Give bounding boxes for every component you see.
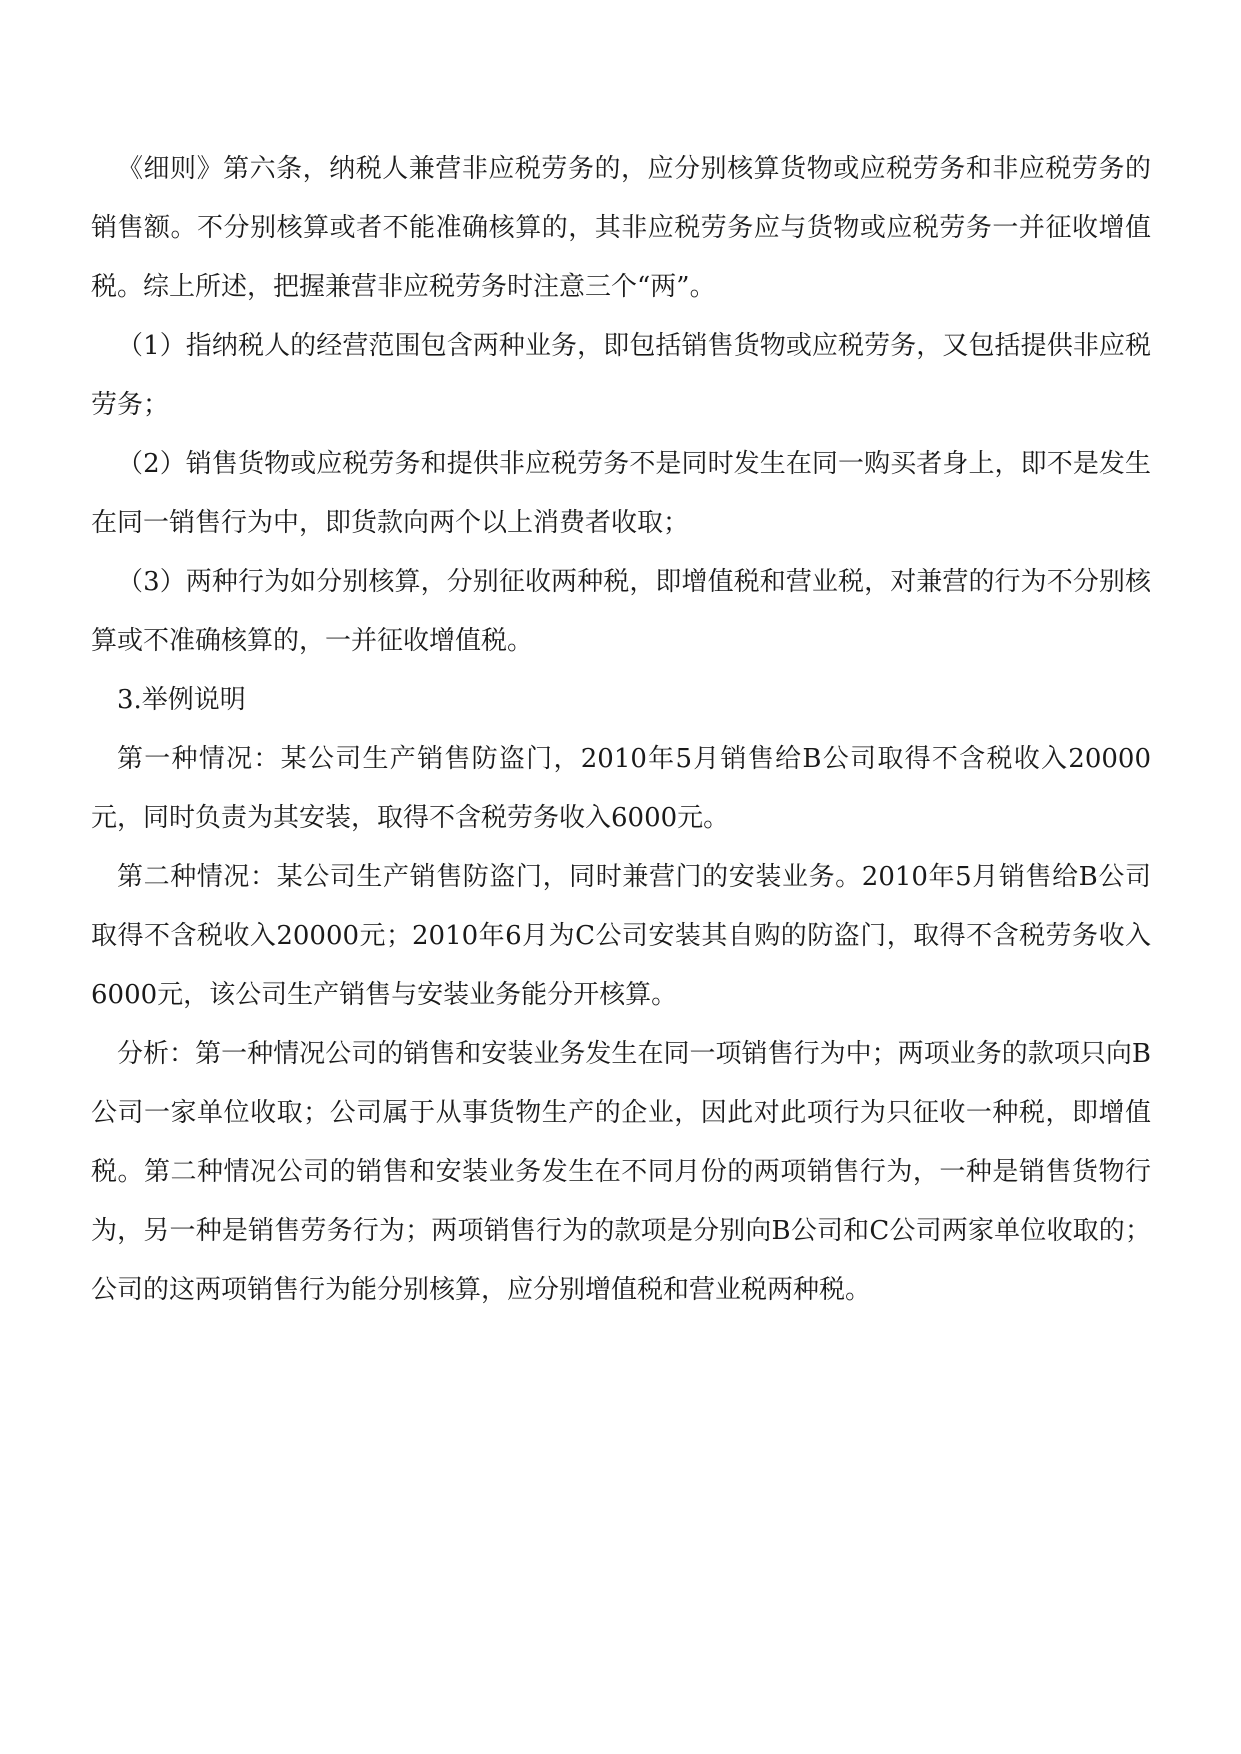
paragraph-point-1: （1）指纳税人的经营范围包含两种业务，即包括销售货物或应税劳务，又包括提供非应税劳务；	[91, 331, 1151, 420]
paragraph-point-3: （3）两种行为如分别核算，分别征收两种税，即增值税和营业税，对兼营的行为不分别核算或不准确核算的，一并征收增值税。	[91, 567, 1151, 656]
paragraph-analysis: 分析：第一种情况公司的销售和安装业务发生在同一项销售行为中；两项业务的款项只向B公司一家单位收取；公司属于从事货物生产的企业，因此对此项行为只征收一种税，即增值税。第二种情况公司的销售和安装业务发生在不同月份的两项销售行为，一种是销售货物行为，另一种是销售劳务行为；两项销售行为的款项是分别向B公司和C公司两家单位收取的；公司的这两项销售行为能分别核算，应分别增值税和营业税两种税。	[91, 1039, 1151, 1305]
paragraph-rules-article-6: 《细则》第六条，纳税人兼营非应税劳务的，应分别核算货物或应税劳务和非应税劳务的销售额。不分别核算或者不能准确核算的，其非应税劳务应与货物或应税劳务一并征收增值税。综上所述，把握兼营非应税劳务时注意三个“两”。	[91, 154, 1151, 302]
document-body	[91, 140, 1151, 1320]
paragraph-case-1: 第一种情况：某公司生产销售防盗门，2010年5月销售给B公司取得不含税收入20000元，同时负责为其安装，取得不含税劳务收入6000元。	[91, 744, 1151, 833]
section-heading-examples: 3.举例说明	[117, 685, 246, 715]
paragraph-point-2: （2）销售货物或应税劳务和提供非应税劳务不是同时发生在同一购买者身上，即不是发生在同一销售行为中，即货款向两个以上消费者收取；	[91, 449, 1151, 538]
paragraph-case-2: 第二种情况：某公司生产销售防盗门，同时兼营门的安装业务。2010年5月销售给B公司取得不含税收入20000元；2010年6月为C公司安装其自购的防盗门，取得不含税劳务收入6000元，该公司生产销售与安装业务能分开核算。	[91, 862, 1151, 1010]
